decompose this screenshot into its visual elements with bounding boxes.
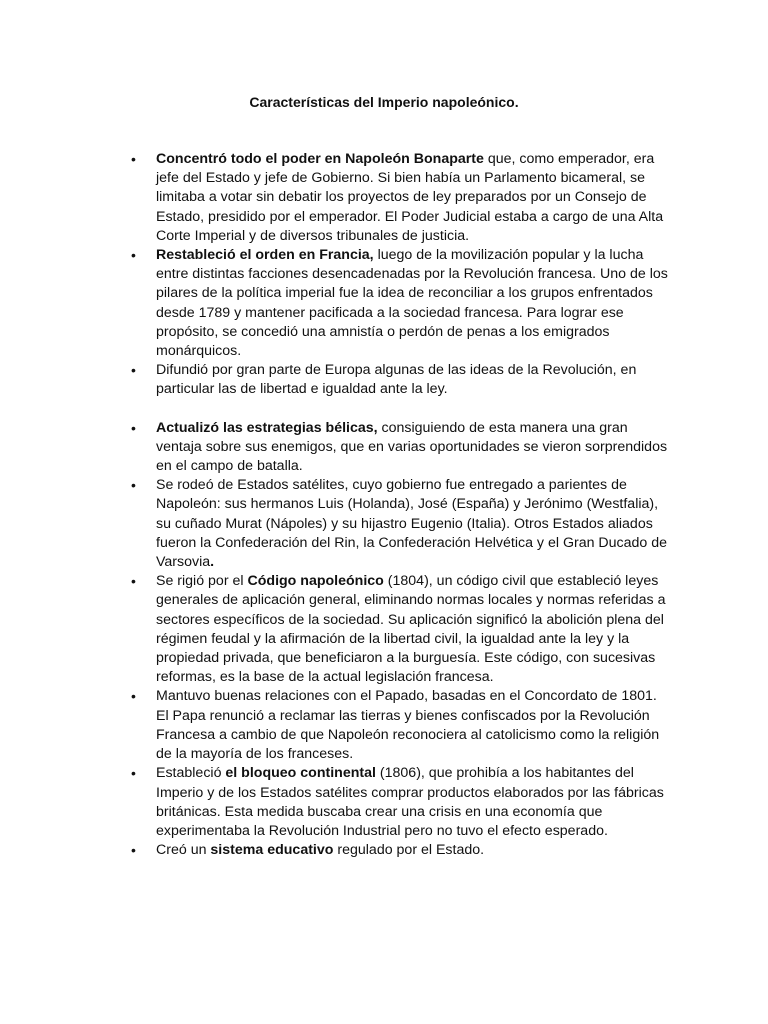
item-text: que, como emperador, era jefe del Estado y jefe de Gobierno. Si bien había un Parlamento bicameral, se limitaba a votar sin debatir los proyectos de ley preparados por un Consejo de Estado, presidido por el emperador. El Poder Judicial estaba a cargo de una Alta Corte Imperial y de diversos tribunales de justicia. — [156, 151, 664, 244]
list-item — [0, 150, 768, 246]
bullet-dot: • — [131, 842, 136, 859]
item-bold-text: . — [210, 554, 215, 571]
document-title: Características del Imperio napoleónico. — [249, 94, 519, 110]
list-item — [0, 419, 768, 477]
bullet-list — [0, 150, 768, 860]
bullet-dot: • — [131, 477, 136, 494]
list-item — [0, 572, 768, 687]
item-bold-text: Restableció el orden en Francia, — [156, 247, 374, 264]
item-text-before: Se rigió por el — [156, 573, 248, 590]
bullet-dot: • — [131, 419, 136, 436]
list-item — [0, 687, 768, 764]
item-text: (1806), que prohibía a los habitantes del Imperio y de los Estados satélites comprar productos elaborados por las fábricas británicas. Esta medida buscaba crear una crisis en una economía que experimentaba la Revolución Industrial pero no tuvo el efecto esperado. — [156, 765, 664, 839]
item-text: Mantuvo buenas relaciones con el Papado, basadas en el Concordato de 1801. El Papa renunció a reclamar las tierras y bienes confiscados por la Revolución Francesa a cambio de que Napoleón reconociera al catolicismo como la religión de la mayoría de los franceses. — [156, 688, 660, 763]
bullet-dot: • — [131, 151, 136, 167]
item-bold-text: Código napoleónico — [247, 573, 384, 590]
item-bold-text: sistema educativo — [210, 842, 334, 859]
item-text: (1804), un código civil que estableció leyes generales de aplicación general, eliminando normas locales y normas referidas a sectores específicos de la sociedad. Su aplicación significó la abolición plena del régimen feudal y la afirmación de la libertad civil, la igualdad ante la ley y la propiedad privada, que beneficiaron a la burguesía. Este código, con sucesivas reformas, es la base de la actual legislación francesa. — [156, 573, 666, 686]
bullet-dot: • — [131, 247, 136, 264]
bullet-dot: • — [131, 573, 136, 590]
item-text: consiguiendo de esta manera una gran ventaja sobre sus enemigos, que en varias oportunidades se vieron sorprendidos en el campo de batalla. — [156, 419, 668, 475]
list-item — [0, 841, 768, 860]
list-item — [0, 246, 768, 361]
item-text: regulado por el Estado. — [333, 842, 485, 859]
item-text: luego de la movilización popular y la lucha entre distintas facciones desencadenadas por la Revolución francesa. Uno de los pilares de la política imperial fue la idea de reconciliar a los grupos enfrentados desde 1789 y mantener pacificada a la sociedad francesa. Para lograr ese propósito, se concedió una amnistía o perdón de penas a los emigrados monárquicos. — [156, 247, 668, 360]
bullet-dot: • — [131, 362, 136, 379]
item-text-before: Creó un — [156, 842, 211, 859]
list-item — [0, 476, 768, 572]
item-text: Difundió por gran parte de Europa algunas de las ideas de la Revolución, en particular las de libertad e igualdad ante la ley. — [156, 362, 637, 398]
item-text-before: Estableció — [156, 765, 226, 782]
bullet-dot: • — [131, 688, 136, 705]
list-item — [0, 361, 768, 399]
item-bold-text: el bloqueo continental — [225, 765, 376, 782]
item-bold-text: Actualizó las estrategias bélicas, — [156, 419, 378, 436]
bullet-dot: • — [131, 765, 136, 782]
item-bold-text: Concentró todo el poder en Napoleón Bonaparte — [156, 151, 484, 167]
item-text: Se rodeó de Estados satélites, cuyo gobierno fue entregado a parientes de Napoleón: sus hermanos Luis (Holanda), José (España) y Jerónimo (Westfalia), su cuñado Murat (Nápoles) y su hijastro Eugenio (Italia). Otros Estados aliados fueron la Confederación del Rin, la Confederación Helvética y el Gran Ducado de Varsovia — [156, 477, 668, 571]
list-item — [0, 764, 768, 841]
